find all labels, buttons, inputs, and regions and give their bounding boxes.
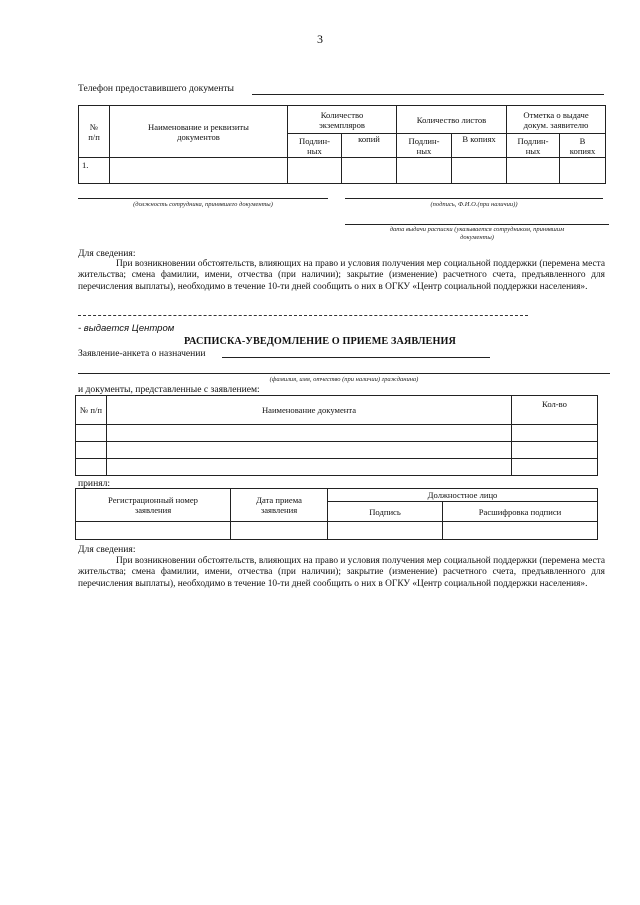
row-cell[interactable]: [342, 158, 397, 184]
documents-label: и документы, представленные с заявлением:: [78, 384, 260, 395]
date-header: Дата приема заявления: [231, 489, 328, 522]
application-label: Заявление-анкета о назначении: [78, 348, 206, 359]
table-row: [76, 425, 598, 442]
phone-label: Телефон предоставившего документы: [78, 83, 234, 94]
col-num-header: № п/п: [79, 106, 110, 158]
row-cell[interactable]: [76, 459, 107, 476]
mark-group-header: Отметка о выдаче докум. заявителю: [507, 106, 606, 134]
cut-line: [78, 315, 528, 316]
receipt-title: РАСПИСКА-УВЕДОМЛЕНИЕ О ПРИЕМЕ ЗАЯВЛЕНИЯ: [184, 336, 456, 347]
table-row: [76, 442, 598, 459]
row-cell[interactable]: [560, 158, 606, 184]
row-cell[interactable]: [107, 442, 512, 459]
in-copies2-header: В копиях: [560, 134, 606, 158]
signature-caption: (подпись, Ф.И.О.(при наличии)): [430, 201, 518, 208]
row-cell[interactable]: [76, 425, 107, 442]
row-cell[interactable]: [443, 522, 598, 540]
row-cell[interactable]: [452, 158, 507, 184]
application-input-line[interactable]: [222, 357, 490, 358]
decoding-header: Расшифровка подписи: [443, 502, 598, 522]
signature-line[interactable]: [345, 198, 603, 199]
fio-line[interactable]: [78, 373, 610, 374]
notice2-heading: Для сведения:: [78, 544, 136, 555]
position-line[interactable]: [78, 198, 328, 199]
reg-number-header: Регистрационный номер заявления: [76, 489, 231, 522]
copies-header: копий: [342, 134, 397, 158]
receipt-documents-table: [75, 395, 598, 476]
row-cell[interactable]: [76, 522, 231, 540]
accepted-label: принял:: [78, 478, 111, 489]
row-num-cell: 1.: [79, 158, 110, 184]
row-cell[interactable]: [512, 425, 598, 442]
col-name-header: Наименование и реквизиты документов: [110, 106, 288, 158]
notice1-text: При возникновении обстоятельств, влияющих на право и условия получения мер социальной поддержки (перемена места жительства; смена фамилии, имени, отчества (при наличии); закрытие (изменение) расчетного счета, предъявленного для перечисления выплаты), необходимо в течение 10-ти дней сообщить о них в ОГКУ «Центр социальной поддержки населения».: [78, 259, 605, 292]
accepted-table: [75, 488, 598, 540]
official-header: Должностное лицо: [328, 489, 598, 502]
row-cell[interactable]: [231, 522, 328, 540]
row-cell[interactable]: [288, 158, 342, 184]
row-cell[interactable]: [107, 459, 512, 476]
row-cell[interactable]: [397, 158, 452, 184]
table-row: [76, 522, 598, 540]
copies-group-header: Количество экземпляров: [288, 106, 397, 134]
orig1-header: Подлин- ных: [288, 134, 342, 158]
date-caption: дата выдачи расписки (указывается сотрудником, принявшим документы): [389, 226, 565, 241]
receipt-col-name-header: Наименование документа: [107, 396, 512, 425]
row-cell[interactable]: [507, 158, 560, 184]
notice1-heading: Для сведения:: [78, 248, 136, 259]
row-cell[interactable]: [107, 425, 512, 442]
table-row: [79, 158, 606, 184]
issued-by-label: - выдается Центром: [78, 323, 175, 334]
row-cell[interactable]: [512, 459, 598, 476]
date-line[interactable]: [345, 224, 609, 225]
signature-header: Подпись: [328, 502, 443, 522]
receipt-col-num-header: № п/п: [76, 396, 107, 425]
page-number: 3: [317, 32, 323, 46]
row-cell[interactable]: [328, 522, 443, 540]
orig2-header: Подлин- ных: [397, 134, 452, 158]
orig3-header: Подлин- ных: [507, 134, 560, 158]
row-name-cell[interactable]: [110, 158, 288, 184]
documents-table: [78, 105, 606, 184]
in-copies-header: В копиях: [452, 134, 507, 158]
receipt-col-qty-header: Кол-во: [512, 396, 598, 425]
position-caption: (должность сотрудника, принявшего документы): [133, 201, 273, 208]
table-row: [76, 459, 598, 476]
fio-caption: (фамилия, имя, отчество (при наличии) гражданина): [269, 376, 419, 383]
row-cell[interactable]: [76, 442, 107, 459]
phone-input-line[interactable]: [252, 94, 604, 95]
notice2-text: При возникновении обстоятельств, влияющих на право и условия получения мер социальной поддержки (перемена места жительства; смена фамилии, имени, отчества (при наличии); закрытие (изменение) расчетного счета, предъявленного для перечисления выплаты), необходимо в течение 10-ти дней сообщить о них в ОГКУ «Центр социальной поддержки населения».: [78, 556, 605, 589]
sheets-group-header: Количество листов: [397, 106, 507, 134]
row-cell[interactable]: [512, 442, 598, 459]
